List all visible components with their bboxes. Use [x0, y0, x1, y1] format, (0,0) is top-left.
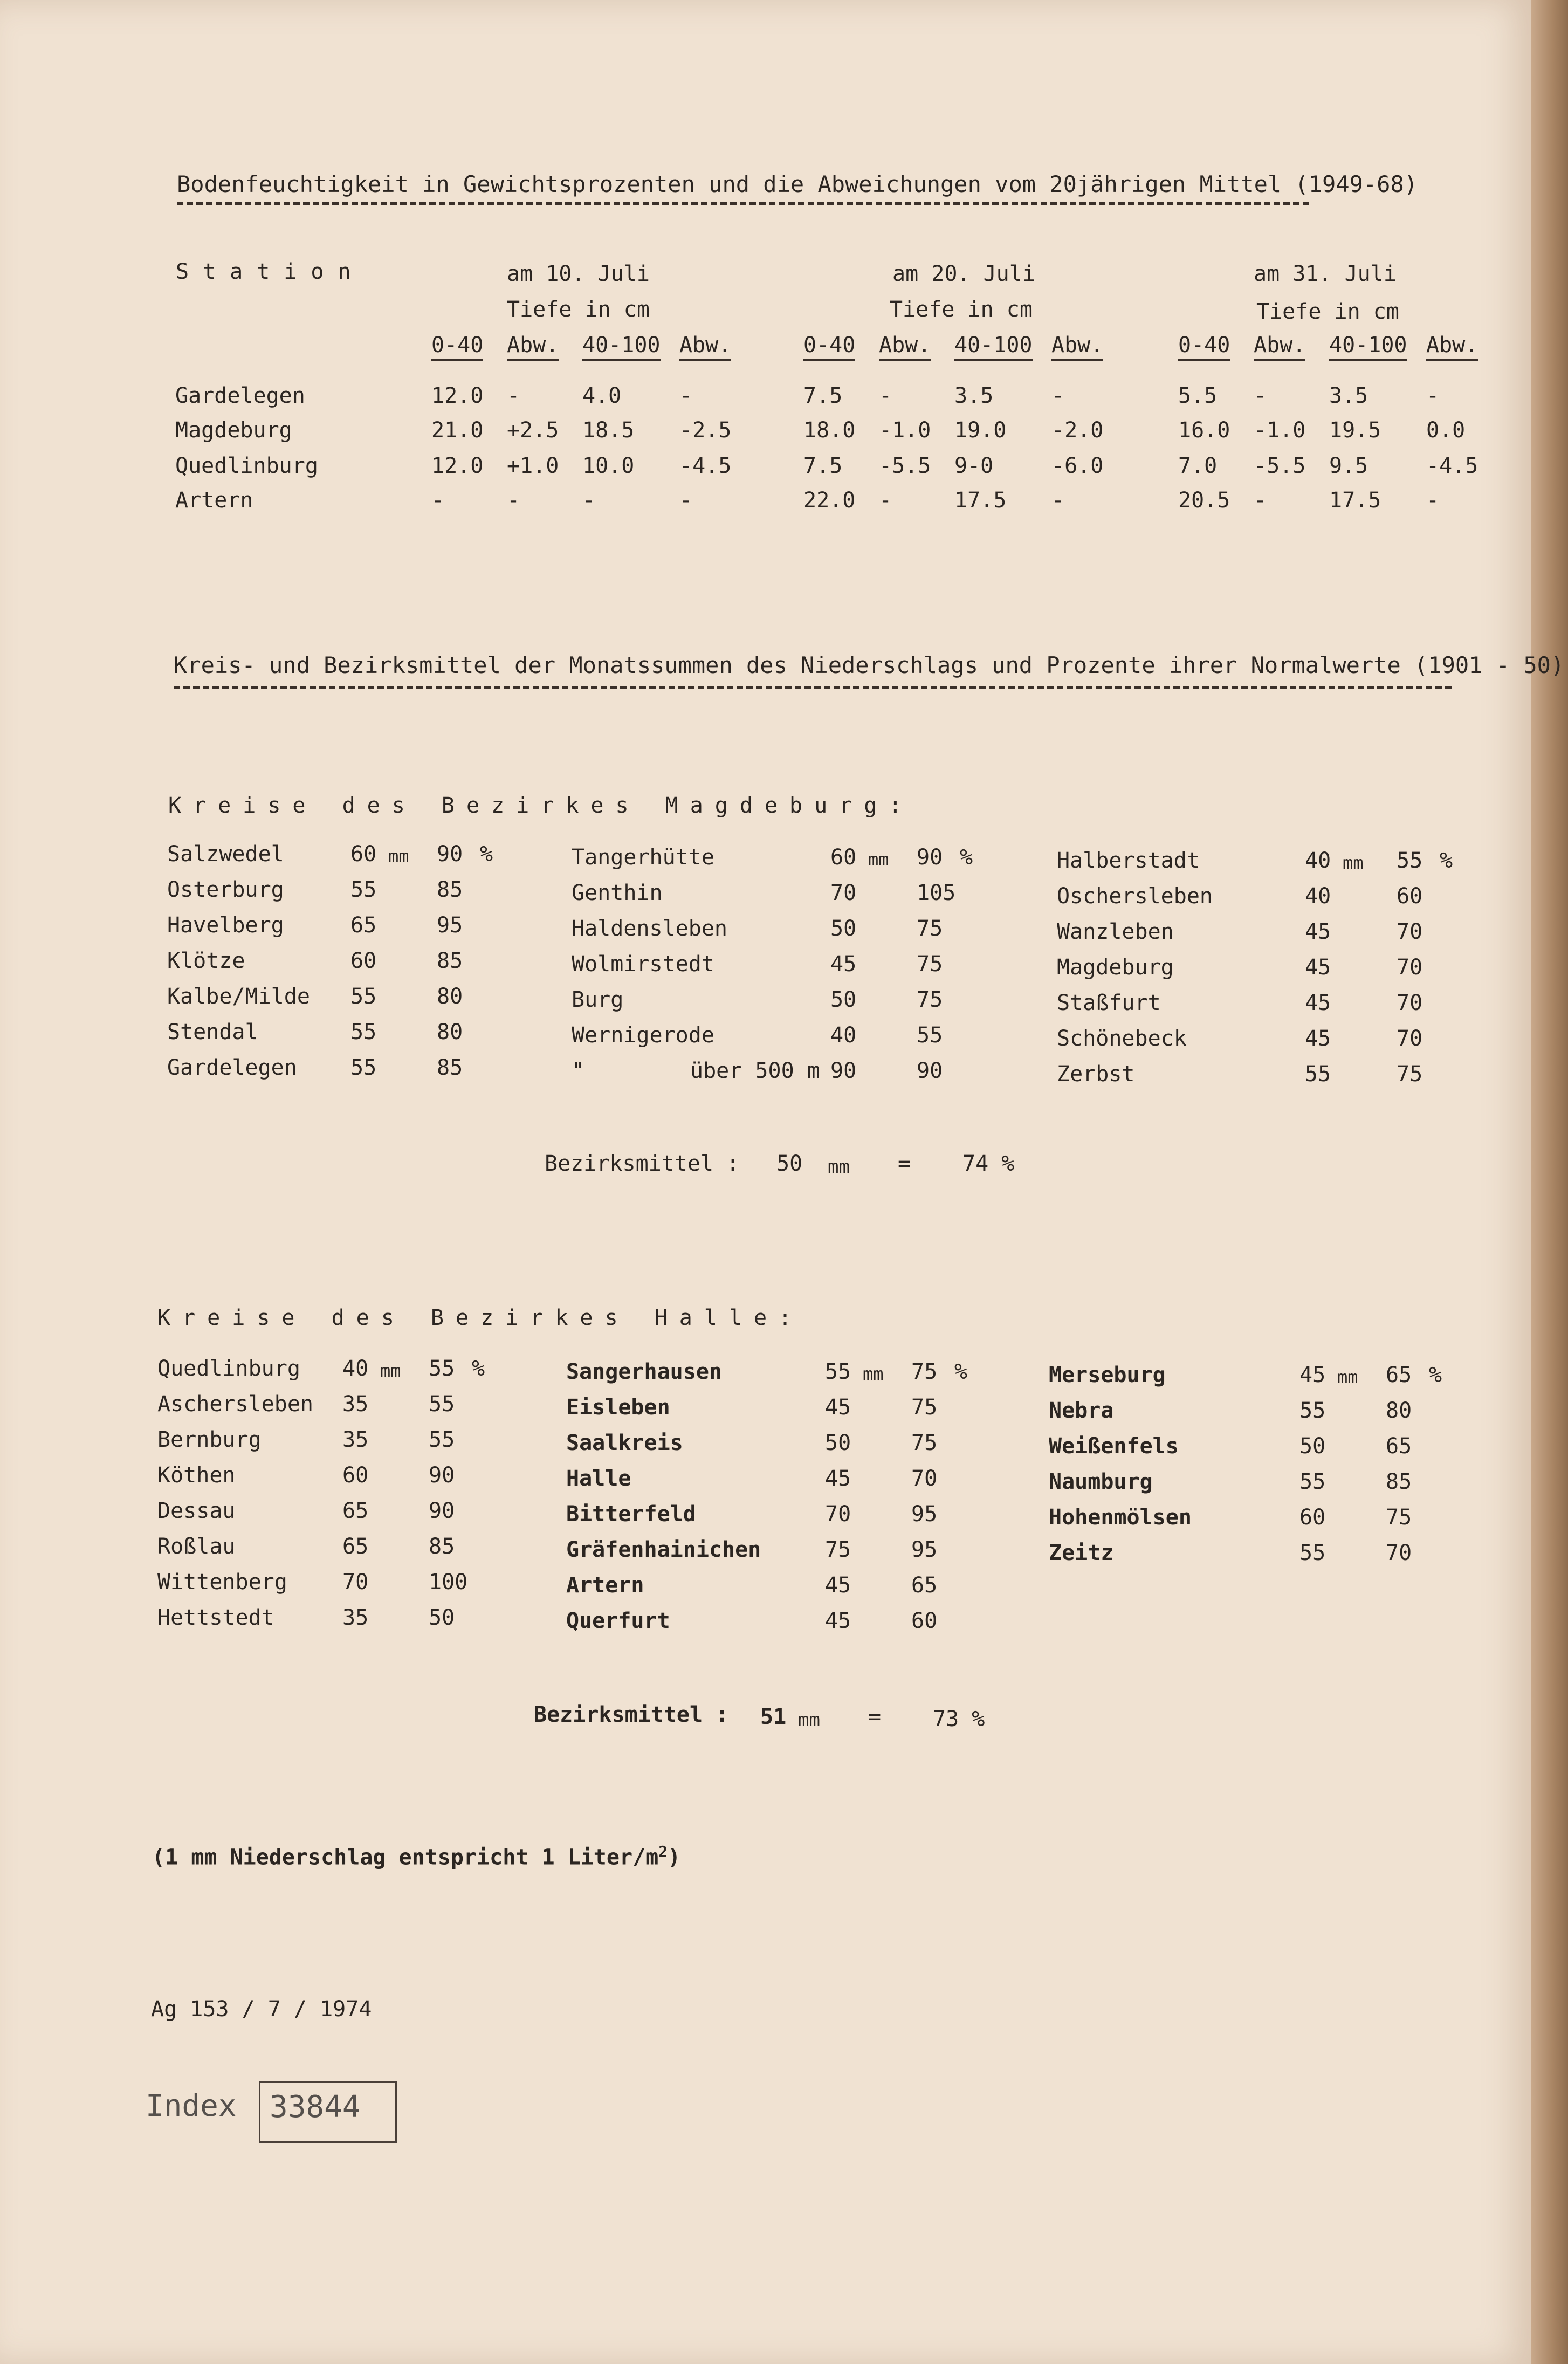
magdeburg-mean-eq: =	[898, 1151, 911, 1176]
district-name: Wanzleben	[1057, 919, 1174, 944]
district-precip-pct: 80	[437, 1020, 463, 1044]
district-precip-pct-unit: %	[954, 1359, 968, 1384]
soil-col-header: Abw.	[679, 332, 731, 361]
soil-col-header: 0-40	[1178, 332, 1230, 361]
district-precip-pct: 80	[1386, 1398, 1412, 1423]
soil-cell: -1.0	[879, 418, 931, 443]
district-precip-mm: 40	[1305, 848, 1331, 873]
soil-cell: -	[1051, 488, 1065, 513]
district-name: Aschersleben	[157, 1392, 313, 1417]
district-name: Halle	[566, 1466, 631, 1491]
district-name: Klötze	[167, 949, 245, 973]
district-precip-pct: 95	[911, 1502, 938, 1527]
district-precip-pct: 85	[437, 949, 463, 973]
soil-title-underline	[177, 202, 1309, 205]
soil-cell: 17.5	[1329, 488, 1381, 513]
district-precip-mm: 65	[342, 1499, 369, 1523]
district-precip-pct: 85	[437, 877, 463, 902]
district-precip-pct: 100	[429, 1570, 468, 1595]
district-precip-mm: 55	[1299, 1541, 1326, 1565]
soil-col-header: 0-40	[803, 332, 855, 361]
district-precip-mm: 45	[1305, 991, 1331, 1015]
soil-title: Bodenfeuchtigkeit in Gewichtsprozenten und die Abweichungen vom 20jährigen Mittel (1949-68)	[177, 171, 1418, 197]
district-name: Oschersleben	[1057, 884, 1213, 909]
footnote-superscript: 2	[658, 1843, 668, 1860]
halle-mean-pct: 73 %	[933, 1707, 985, 1731]
depth-label-3: Tiefe in cm	[1256, 299, 1399, 324]
district-precip-mm: 50	[825, 1431, 851, 1455]
soil-cell: -6.0	[1051, 453, 1104, 478]
district-precip-mm: 35	[342, 1605, 369, 1630]
soil-cell: -	[582, 488, 596, 513]
soil-col-header: Abw.	[507, 332, 559, 361]
soil-cell: -	[879, 488, 892, 513]
district-name: Merseburg	[1049, 1363, 1166, 1387]
district-precip-mm: 75	[825, 1537, 851, 1562]
district-precip-pct: 95	[911, 1537, 938, 1562]
soil-cell: 7.5	[803, 453, 843, 478]
district-precip-mm: 55	[825, 1359, 851, 1384]
district-precip-mm: 90	[830, 1059, 857, 1083]
district-precip-mm: 50	[830, 987, 857, 1012]
soil-cell: 17.5	[954, 488, 1007, 513]
district-precip-mm: 45	[825, 1609, 851, 1633]
index-label: Index	[146, 2088, 237, 2124]
district-precip-mm: 70	[830, 881, 857, 905]
soil-cell: -2.0	[1051, 418, 1104, 443]
soil-cell: 9.5	[1329, 453, 1368, 478]
halle-mean-eq: =	[868, 1705, 882, 1729]
district-name: Weißenfels	[1049, 1434, 1179, 1459]
district-precip-pct: 55	[429, 1356, 455, 1381]
soil-cell: -	[1254, 383, 1267, 408]
district-precip-pct: 65	[1386, 1363, 1412, 1387]
station-label: Station	[176, 259, 365, 284]
district-precip-pct: 90	[429, 1463, 455, 1488]
district-name: Wernigerode	[572, 1023, 714, 1048]
soil-cell: 21.0	[431, 418, 484, 443]
district-precip-mm: 50	[1299, 1434, 1326, 1459]
halle-heading: Kreise des Bezirkes Halle:	[157, 1305, 804, 1330]
soil-cell: +2.5	[507, 418, 559, 443]
district-name: Artern	[566, 1573, 644, 1598]
district-precip-pct: 65	[1386, 1434, 1412, 1459]
soil-col-header: Abw.	[1051, 332, 1103, 361]
soil-col-header: 40-100	[1329, 332, 1407, 361]
index-number: 33844	[270, 2090, 361, 2125]
district-precip-unit: mm	[863, 1364, 884, 1384]
soil-cell: -	[1254, 488, 1267, 513]
district-precip-mm: 35	[342, 1392, 369, 1417]
district-precip-pct: 55	[429, 1392, 455, 1417]
archive-reference: Ag 153 / 7 / 1974	[151, 1997, 372, 2022]
soil-cell: -5.5	[879, 453, 931, 478]
page-edge	[1531, 0, 1568, 2364]
district-precip-pct: 80	[437, 984, 463, 1009]
district-precip-unit: mm	[868, 849, 889, 870]
soil-cell: 12.0	[431, 453, 484, 478]
district-precip-pct: 55	[429, 1427, 455, 1452]
district-precip-mm: 55	[350, 984, 377, 1009]
district-precip-pct: 70	[1397, 1026, 1423, 1051]
district-name: Hettstedt	[157, 1605, 274, 1630]
soil-cell: 22.0	[803, 488, 856, 513]
district-precip-mm: 45	[830, 952, 857, 977]
district-precip-pct: 85	[429, 1534, 455, 1559]
district-precip-unit: mm	[380, 1360, 401, 1381]
district-precip-pct: 75	[911, 1431, 938, 1455]
district-precip-mm: 55	[350, 1020, 377, 1044]
soil-col-header: 40-100	[582, 332, 661, 361]
district-precip-unit: mm	[388, 846, 409, 867]
soil-cell: -	[879, 383, 892, 408]
district-precip-pct: 75	[917, 916, 943, 941]
soil-col-header: Abw.	[879, 332, 931, 361]
district-name: Eisleben	[566, 1395, 670, 1420]
soil-cell: -	[679, 383, 693, 408]
district-precip-mm: 60	[1299, 1505, 1326, 1530]
soil-col-header: Abw.	[1426, 332, 1478, 361]
depth-label-2: Tiefe in cm	[890, 297, 1033, 322]
district-precip-mm: 45	[825, 1395, 851, 1420]
district-name: Halberstadt	[1057, 848, 1200, 873]
date-20-juli: am 20. Juli	[892, 262, 1035, 286]
district-name: "	[572, 1059, 585, 1083]
soil-cell: -4.5	[1426, 453, 1478, 478]
district-precip-mm: 45	[1305, 1026, 1331, 1051]
soil-cell: -	[507, 488, 520, 513]
district-name: Havelberg	[167, 913, 284, 938]
soil-col-header: 0-40	[431, 332, 483, 361]
district-name: Bernburg	[157, 1427, 262, 1452]
district-precip-mm: 50	[830, 916, 857, 941]
district-precip-unit: mm	[1337, 1367, 1358, 1387]
district-precip-pct: 105	[917, 881, 956, 905]
magdeburg-mean-pct: 74 %	[962, 1151, 1015, 1176]
district-precip-pct: 75	[1397, 1062, 1423, 1087]
magdeburg-mean-mm: 50	[776, 1151, 803, 1176]
district-name: Tangerhütte	[572, 845, 714, 870]
soil-cell: 20.5	[1178, 488, 1230, 513]
district-precip-pct: 50	[429, 1605, 455, 1630]
district-name: Saalkreis	[566, 1431, 683, 1455]
district-name: Quedlinburg	[157, 1356, 300, 1381]
soil-col-header: 40-100	[954, 332, 1033, 361]
magdeburg-mean-unit: mm	[828, 1156, 850, 1178]
soil-cell: 3.5	[1329, 383, 1368, 408]
district-precip-mm: 45	[1299, 1363, 1326, 1387]
district-name: Kalbe/Milde	[167, 984, 310, 1009]
soil-cell: -1.0	[1254, 418, 1306, 443]
soil-cell: -	[1426, 383, 1440, 408]
district-precip-pct: 90	[437, 842, 463, 867]
district-precip-mm: 35	[342, 1427, 369, 1452]
soil-cell: -	[679, 488, 693, 513]
district-precip-mm: 55	[1299, 1398, 1326, 1423]
district-name: Wittenberg	[157, 1570, 287, 1595]
district-precip-pct: 90	[917, 845, 943, 870]
soil-cell: 5.5	[1178, 383, 1218, 408]
district-precip-mm: 65	[342, 1534, 369, 1559]
district-precip-mm: 55	[350, 877, 377, 902]
district-precip-unit: mm	[1343, 853, 1364, 873]
depth-label-1: Tiefe in cm	[507, 297, 650, 322]
soil-row-station: Artern	[175, 488, 253, 513]
district-precip-mm: 45	[1305, 955, 1331, 980]
district-name: Roßlau	[157, 1534, 236, 1559]
soil-cell: 7.0	[1178, 453, 1218, 478]
soil-cell: -	[431, 488, 445, 513]
district-precip-pct: 75	[1386, 1505, 1412, 1530]
precip-title-underline	[174, 686, 1452, 689]
district-name: Hohenmölsen	[1049, 1505, 1192, 1530]
district-name: Sangerhausen	[566, 1359, 722, 1384]
district-precip-mm: 70	[825, 1502, 851, 1527]
district-precip-mm: 55	[1299, 1469, 1326, 1494]
district-name: Zeitz	[1049, 1541, 1114, 1565]
footnote-close: )	[668, 1845, 681, 1870]
district-precip-pct: 70	[911, 1466, 938, 1491]
district-name: Stendal	[167, 1020, 258, 1044]
district-precip-pct: 70	[1397, 919, 1423, 944]
soil-cell: 18.0	[803, 418, 856, 443]
soil-cell: 4.0	[582, 383, 622, 408]
district-precip-pct: 75	[917, 952, 943, 977]
district-precip-mm: 60	[830, 845, 857, 870]
date-10-juli: am 10. Juli	[507, 262, 650, 286]
district-precip-pct-unit: %	[1440, 848, 1453, 873]
halle-mean-mm: 51	[760, 1705, 787, 1729]
district-name: Genthin	[572, 881, 663, 905]
district-precip-mm: 60	[350, 949, 377, 973]
district-name: Staßfurt	[1057, 991, 1161, 1015]
district-precip-mm: 45	[825, 1573, 851, 1598]
district-precip-mm: 40	[342, 1356, 369, 1381]
district-name: Gräfenhainichen	[566, 1537, 761, 1562]
district-precip-mm: 70	[342, 1570, 369, 1595]
district-precip-pct: 90	[429, 1499, 455, 1523]
district-precip-pct-unit: %	[472, 1356, 485, 1381]
district-precip-pct: 95	[437, 913, 463, 938]
soil-cell: +1.0	[507, 453, 559, 478]
district-precip-pct: 75	[911, 1395, 938, 1420]
district-precip-mm: 45	[1305, 919, 1331, 944]
halle-mean-unit: mm	[798, 1709, 820, 1731]
district-precip-mm: 55	[350, 1055, 377, 1080]
district-note: über 500 m	[690, 1059, 820, 1083]
district-precip-pct-unit: %	[1429, 1363, 1442, 1387]
district-precip-pct: 70	[1386, 1541, 1412, 1565]
district-precip-pct: 85	[437, 1055, 463, 1080]
district-name: Salzwedel	[167, 842, 284, 867]
district-precip-pct-unit: %	[480, 842, 493, 867]
soil-cell: -	[1051, 383, 1065, 408]
soil-cell: 10.0	[582, 453, 635, 478]
district-name: Burg	[572, 987, 624, 1012]
district-precip-mm: 55	[1305, 1062, 1331, 1087]
footnote	[152, 1839, 680, 1870]
district-name: Schönebeck	[1057, 1026, 1187, 1051]
district-precip-pct: 55	[917, 1023, 943, 1048]
district-precip-pct: 75	[917, 987, 943, 1012]
district-precip-mm: 40	[1305, 884, 1331, 909]
district-name: Querfurt	[566, 1609, 670, 1633]
soil-cell: 3.5	[954, 383, 994, 408]
soil-col-header: Abw.	[1254, 332, 1305, 361]
district-name: Nebra	[1049, 1398, 1114, 1423]
district-precip-mm: 60	[350, 842, 377, 867]
district-name: Bitterfeld	[566, 1502, 696, 1527]
soil-cell: 0.0	[1426, 418, 1466, 443]
district-precip-pct: 60	[1397, 884, 1423, 909]
date-31-juli: am 31. Juli	[1254, 262, 1397, 286]
district-name: Magdeburg	[1057, 955, 1174, 980]
soil-cell: 19.5	[1329, 418, 1381, 443]
district-name: Wolmirstedt	[572, 952, 714, 977]
soil-row-station: Magdeburg	[175, 418, 292, 443]
district-name: Dessau	[157, 1499, 236, 1523]
district-precip-pct: 70	[1397, 955, 1423, 980]
district-name: Osterburg	[167, 877, 284, 902]
soil-cell: -	[1426, 488, 1440, 513]
soil-cell: -4.5	[679, 453, 732, 478]
soil-row-station: Gardelegen	[175, 383, 305, 408]
soil-cell: 16.0	[1178, 418, 1230, 443]
soil-cell: 19.0	[954, 418, 1007, 443]
district-name: Naumburg	[1049, 1469, 1153, 1494]
soil-cell: -	[507, 383, 520, 408]
soil-cell: 12.0	[431, 383, 484, 408]
soil-cell: -5.5	[1254, 453, 1306, 478]
district-precip-pct: 60	[911, 1609, 938, 1633]
district-precip-mm: 45	[825, 1466, 851, 1491]
district-precip-pct-unit: %	[960, 845, 973, 870]
district-name: Zerbst	[1057, 1062, 1135, 1087]
district-precip-mm: 40	[830, 1023, 857, 1048]
halle-mean-label: Bezirksmittel :	[534, 1702, 729, 1727]
district-precip-pct: 75	[911, 1359, 938, 1384]
district-precip-pct: 70	[1397, 991, 1423, 1015]
precip-title: Kreis- und Bezirksmittel der Monatssummen des Niederschlags und Prozente ihrer Normalwerte (1901 - 50)	[174, 652, 1565, 678]
district-precip-pct: 65	[911, 1573, 938, 1598]
district-precip-mm: 60	[342, 1463, 369, 1488]
soil-cell: 18.5	[582, 418, 635, 443]
magdeburg-mean-label: Bezirksmittel :	[545, 1151, 740, 1176]
district-precip-pct: 85	[1386, 1469, 1412, 1494]
district-precip-pct: 55	[1397, 848, 1423, 873]
soil-cell: -2.5	[679, 418, 732, 443]
district-name: Gardelegen	[167, 1055, 297, 1080]
soil-cell: 9-0	[954, 453, 994, 478]
soil-row-station: Quedlinburg	[175, 453, 318, 478]
footnote-text: (1 mm Niederschlag entspricht 1 Liter/m	[152, 1845, 659, 1870]
magdeburg-heading: Kreise des Bezirkes Magdeburg:	[168, 793, 914, 818]
district-precip-mm: 65	[350, 913, 377, 938]
district-name: Haldensleben	[572, 916, 727, 941]
soil-cell: 7.5	[803, 383, 843, 408]
district-precip-pct: 90	[917, 1059, 943, 1083]
district-name: Köthen	[157, 1463, 236, 1488]
